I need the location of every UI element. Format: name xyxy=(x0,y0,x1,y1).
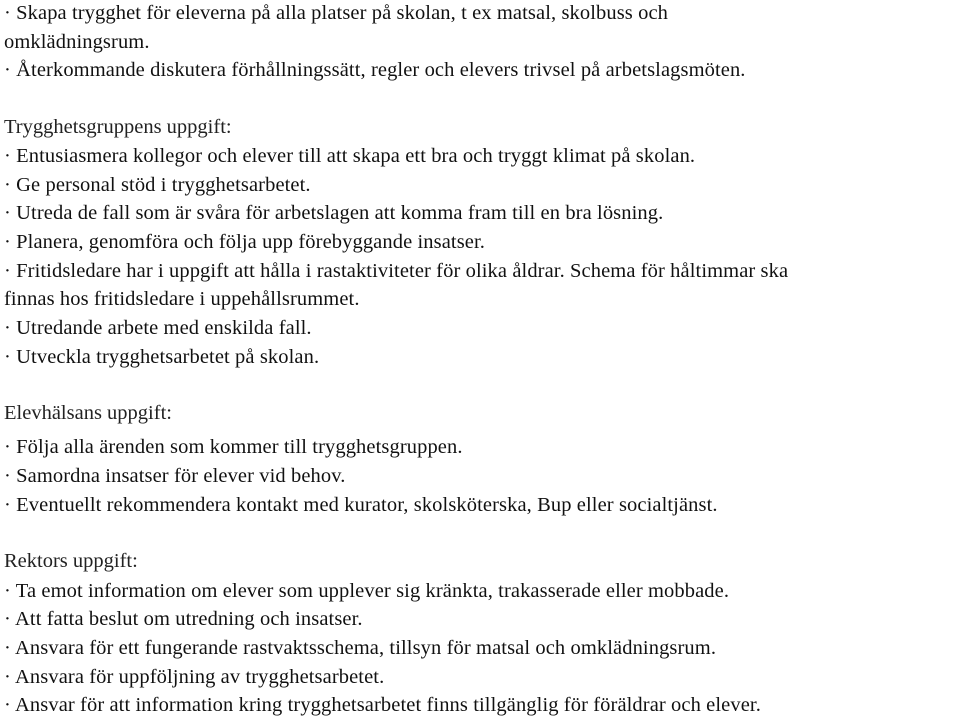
trygghetsgruppen-line: · Entusiasmera kollegor och elever till att skapa ett bra och tryggt klimat på skolan. xyxy=(4,145,696,167)
rektor-line: · Att fatta beslut om utredning och insatser. xyxy=(4,608,363,630)
trygghetsgruppen-line: · Planera, genomföra och följa upp förebyggande insatser. xyxy=(4,231,486,253)
section-heading-rektor: Rektors uppgift: xyxy=(4,550,138,572)
section-heading-elevhalsan: Elevhälsans uppgift: xyxy=(4,402,172,424)
section-heading-trygghetsgruppen: Trygghetsgruppens uppgift: xyxy=(4,116,232,138)
trygghetsgruppen-line: · Utreda de fall som är svåra för arbetslagen att komma fram till en bra lösning. xyxy=(4,202,664,224)
elevhalsan-line: · Eventuellt rekommendera kontakt med kurator, skolsköterska, Bup eller socialtjänst. xyxy=(4,494,718,516)
rektor-line: · Ta emot information om elever som upplever sig kränkta, trakasserade eller mobbade. xyxy=(4,580,730,602)
trygghetsgruppen-line: · Ge personal stöd i trygghetsarbetet. xyxy=(4,174,311,196)
rektor-line: · Ansvara för uppföljning av trygghetsarbetet. xyxy=(4,666,385,688)
trygghetsgruppen-line: · Utveckla trygghetsarbetet på skolan. xyxy=(4,346,320,368)
intro-line: · Skapa trygghet för eleverna på alla platser på skolan, t ex matsal, skolbuss och xyxy=(4,2,668,24)
trygghetsgruppen-line: finnas hos fritidsledare i uppehållsrummet. xyxy=(4,288,360,310)
intro-line: · Återkommande diskutera förhållningssätt, regler och elevers trivsel på arbetslagsmöten. xyxy=(4,59,746,81)
trygghetsgruppen-line: · Fritidsledare har i uppgift att hålla i rastaktiviteter för olika åldrar. Schema för håltimmar ska xyxy=(4,260,789,282)
elevhalsan-line: · Samordna insatser för elever vid behov. xyxy=(4,465,346,487)
trygghetsgruppen-line: · Utredande arbete med enskilda fall. xyxy=(4,317,312,339)
rektor-line: · Ansvar för att information kring trygghetsarbetet finns tillgänglig för föräldrar och elever. xyxy=(4,694,761,716)
elevhalsan-line: · Följa alla ärenden som kommer till trygghetsgruppen. xyxy=(4,436,463,458)
intro-line: omklädningsrum. xyxy=(4,31,150,53)
rektor-line: · Ansvara för ett fungerande rastvaktsschema, tillsyn för matsal och omklädningsrum. xyxy=(4,637,717,659)
